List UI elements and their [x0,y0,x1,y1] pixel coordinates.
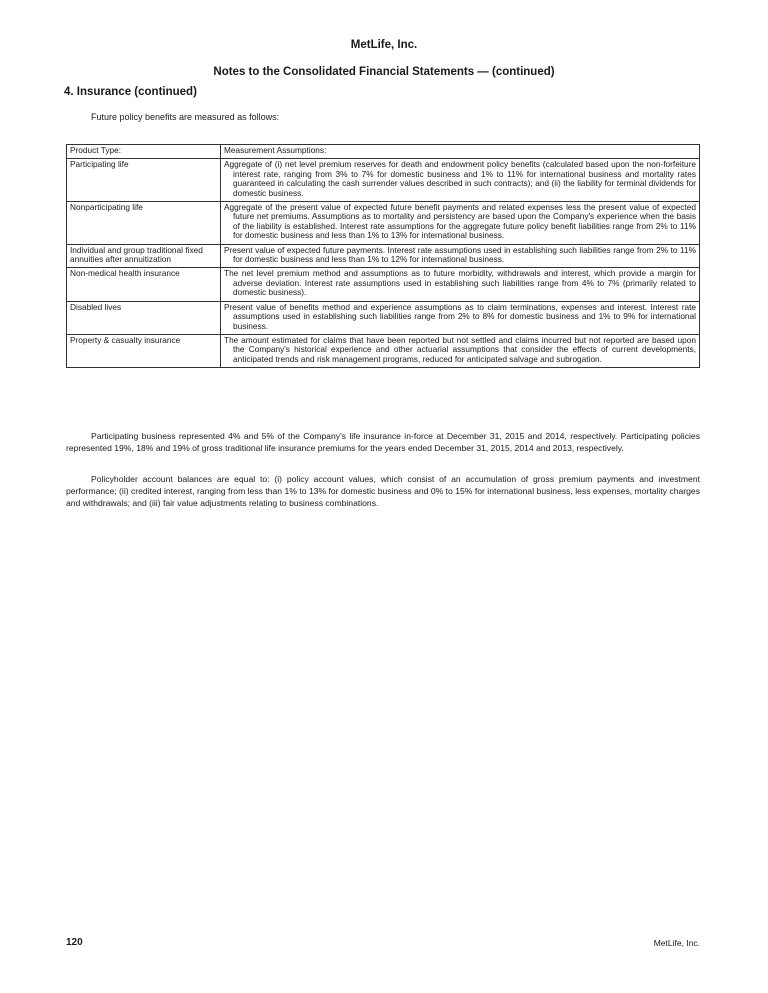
page-number: 120 [66,937,83,948]
table-row [67,244,700,268]
policyholder-account-paragraph: Policyholder account balances are equal to: (i) policy account values, which consist of an accumulation of gross premium payments and investment performance; (ii) credited interest, ranging from less than 1% to 13% for domestic business and 0% to 15% for international business, less expenses, mortality charges and withdrawals; and (iii) fair value adjustments relating to business combinations. [66,474,700,509]
intro-text: Future policy benefits are measured as follows: [91,112,280,122]
col-header-measurement-assumptions: Measurement Assumptions: [221,145,700,159]
table-row [67,202,700,245]
product-type-cell: Nonparticipating life [67,202,221,245]
participating-business-paragraph: Participating business represented 4% and 5% of the Company's life insurance in-force at December 31, 2015 and 2014, respectively. Participating policies represented 19%, 18% and 19% of gross traditional life insurance premiums for the years ended December 31, 2015, 2014 and 2013, respectively. [66,431,700,454]
section-title: 4. Insurance (continued) [64,86,197,98]
footer-company: MetLife, Inc. [653,938,700,948]
assumptions-cell: Aggregate of (i) net level premium reserves for death and endowment policy benefits (calculated based upon the non-forfeiture interest rate, ranging from 3% to 7% for domestic business and 1% to 11% for international business and mortality rates guaranteed in calculating the cash surrender values described in such contracts); and (ii) the liability for terminal dividends for domestic business. [221,159,700,202]
measurement-table [66,144,700,368]
document-subtitle: Notes to the Consolidated Financial Statements — (continued) [213,66,555,78]
table-row [67,268,700,301]
assumptions-cell: The net level premium method and assumptions as to future morbidity, withdrawals and interest, which provide a margin for adverse deviation. Interest rate assumptions used in establishing such liabilities range from 4% to 7% (primarily related to domestic business). [221,268,700,301]
product-type-cell: Disabled lives [67,301,221,334]
product-type-cell: Property & casualty insurance [67,334,221,367]
assumptions-cell: Aggregate of the present value of expected future benefit payments and related expenses less the present value of expected future net premiums. Assumptions as to mortality and persistency are based upon the Company's experience when the basis of the liability is established. Interest rate assumptions for the aggregate future policy benefit liabilities range from 2% to 11% for domestic business and less than 1% to 13% for international business. [221,202,700,245]
product-type-cell: Non-medical health insurance [67,268,221,301]
col-header-product-type: Product Type: [67,145,221,159]
table-row [67,334,700,367]
product-type-cell: Individual and group traditional fixed annuities after annuitization [67,244,221,268]
table-header-row [67,145,700,159]
table-row [67,301,700,334]
assumptions-cell: The amount estimated for claims that have been reported but not settled and claims incurred but not reported are based upon the Company's historical experience and other actuarial assumptions that consider the effects of current developments, anticipated trends and risk management programs, reduced for anticipated salvage and subrogation. [221,334,700,367]
assumptions-cell: Present value of expected future payments. Interest rate assumptions used in establishing such liabilities range from 2% to 11% for domestic business and less than 1% to 12% for international business. [221,244,700,268]
table-row [67,159,700,202]
assumptions-cell: Present value of benefits method and experience assumptions as to claim terminations, expenses and interest. Interest rate assumptions used in establishing such liabilities range from 2% to 8% for domestic business and 1% to 9% for international business. [221,301,700,334]
product-type-cell: Participating life [67,159,221,202]
company-name: MetLife, Inc. [350,39,418,51]
